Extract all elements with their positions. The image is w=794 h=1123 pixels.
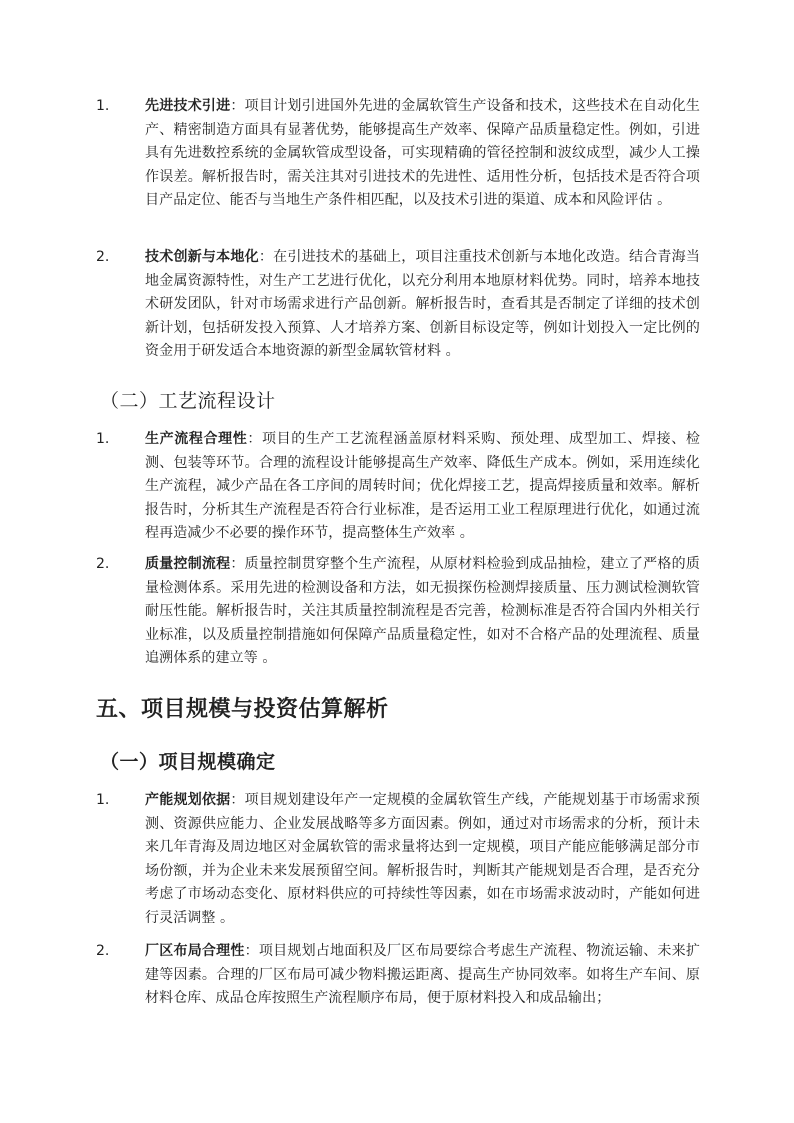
list-item-body: ：质量控制贯穿整个生产流程，从原材料检验到成品抽检，建立了严格的质量检测体系。采用先进的检测设备和方法，如无损探伤检测焊接质量、压力测试检测软管耐压性能。解析报告时，关注其质量控制流程是否完善，检测标准是否符合国内外相关行业标准，以及质量控制措施如何保障产品质量稳定性，如对不合格产品的处理流程、质量追溯体系的建立等 。 <box>145 556 700 666</box>
list-item-text <box>145 789 700 930</box>
list-item-title: 厂区布局合理性 <box>145 943 245 959</box>
heading-process-design: （二）工艺流程设计 <box>100 390 276 412</box>
list-item-text <box>145 553 700 671</box>
list-number: 2. <box>96 943 110 959</box>
list-item-text <box>145 428 700 546</box>
list-item-body: ：项目计划引进国外先进的金属软管生产设备和技术，这些技术在自动化生产、精密制造方面具有显著优势，能够提高生产效率、保障产品质量稳定性。例如，引进具有先进数控系统的金属软管成型设备，可实现精确的管径控制和波纹成型，减少人工操作误差。解析报告时，需关注其对引进技术的先进性、适用性分析，包括技术是否符合项目产品定位、能否与当地生产条件相匹配，以及技术引进的渠道、成本和风险评估 。 <box>145 98 700 208</box>
list-number: 1. <box>96 98 110 114</box>
list-item-body: ：在引进技术的基础上，项目注重技术创新与本地化改造。结合青海当地金属资源特性，对生产工艺进行优化，以充分利用本地原材料优势。同时，培养本地技术研发团队，针对市场需求进行产品创新。解析报告时，查看其是否制定了详细的技术创新计划，包括研发投入预算、人才培养方案、创新目标设定等，例如计划投入一定比例的资金用于研发适合本地资源的新型金属软管材料 。 <box>145 249 700 359</box>
list-number: 1. <box>96 431 110 447</box>
list-item-text <box>145 246 700 364</box>
heading-project-scale: （一）项目规模确定 <box>100 751 276 773</box>
list-number: 2. <box>96 556 110 572</box>
list-item-body: ：项目的生产工艺流程涵盖原材料采购、预处理、成型加工、焊接、检测、包装等环节。合理的流程设计能够提高生产效率、降低生产成本。例如，采用连续化生产流程，减少产品在各工序间的周转时间；优化焊接工艺，提高焊接质量和效率。解析报告时，分析其生产流程是否符合行业标准，是否运用工业工程原理进行优化，如通过流程再造减少不必要的操作环节，提高整体生产效率 。 <box>145 431 700 541</box>
list-item-title: 生产流程合理性 <box>145 431 248 447</box>
list-item-title: 产能规划依据 <box>145 792 231 808</box>
list-item-text <box>145 95 700 213</box>
list-number: 2. <box>96 249 110 265</box>
list-item-body: ：项目规划占地面积及厂区布局要综合考虑生产流程、物流运输、未来扩建等因素。合理的厂区布局可减少物料搬运距离、提高生产协同效率。如将生产车间、原材料仓库、成品仓库按照生产流程顺序布局，便于原材料投入和成品输出； <box>145 943 700 1006</box>
list-item-text <box>145 940 700 1011</box>
list-item-title: 质量控制流程 <box>145 556 231 572</box>
list-item-title: 先进技术引进 <box>145 98 231 114</box>
list-item-body: ：项目规划建设年产一定规模的金属软管生产线，产能规划基于市场需求预测、资源供应能力、企业发展战略等多方面因素。例如，通过对市场需求的分析，预计未来几年青海及周边地区对金属软管的需求量将达到一定规模，项目产能应能够满足部分市场份额，并为企业未来发展预留空间。解析报告时，判断其产能规划是否合理，是否充分考虑了市场动态变化、原材料供应的可持续性等因素，如在市场需求波动时，产能如何进行灵活调整 。 <box>145 792 700 926</box>
list-number: 1. <box>96 792 110 808</box>
heading-section-5: 五、项目规模与投资估算解析 <box>96 697 389 722</box>
list-item-title: 技术创新与本地化 <box>145 249 259 265</box>
